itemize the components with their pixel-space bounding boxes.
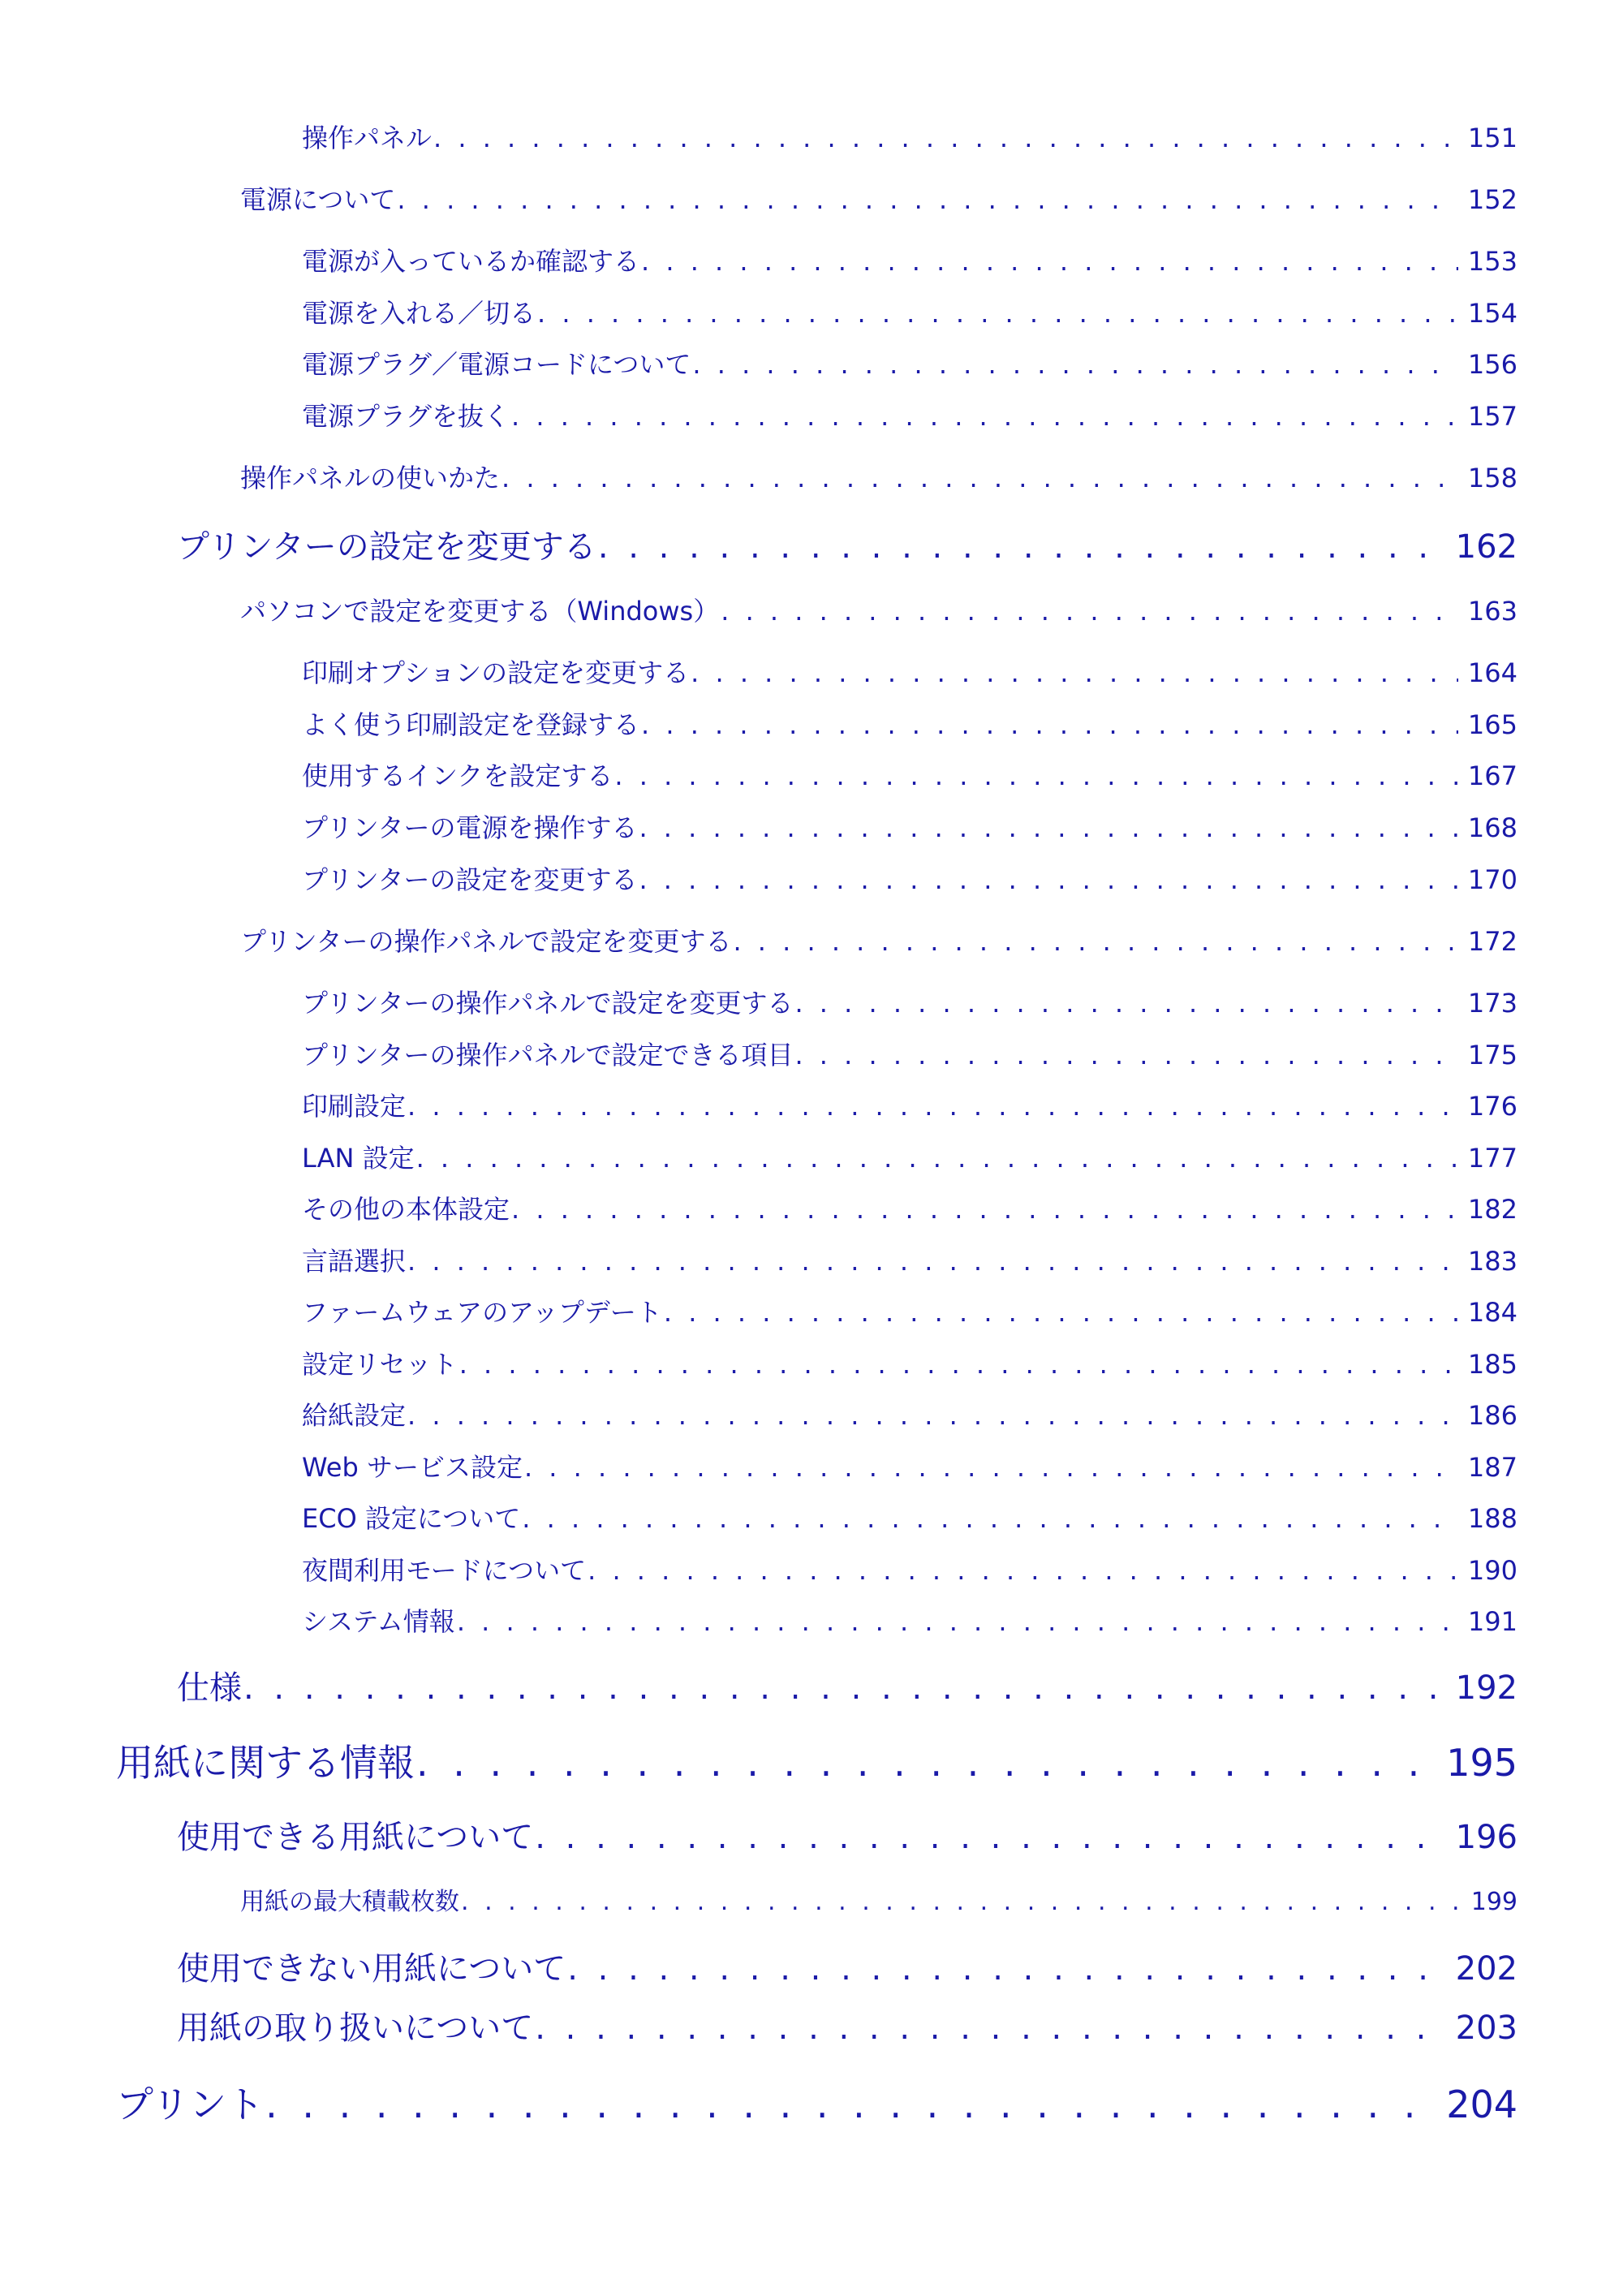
toc-entry-page: 163: [1467, 596, 1518, 627]
toc-entry-page: 170: [1467, 864, 1518, 895]
toc-entry-page: 202: [1455, 1950, 1518, 1988]
toc-entry[interactable]: [302, 808, 1518, 845]
dot-leader: [457, 1606, 1458, 1637]
toc-entry[interactable]: [302, 1395, 1518, 1432]
toc-entry-label: プリンターの設定を変更する: [302, 864, 638, 895]
dot-leader: [794, 988, 1457, 1019]
toc-entry[interactable]: [302, 241, 1518, 278]
dot-leader: [397, 184, 1458, 215]
toc-entry-page: 172: [1467, 926, 1518, 957]
dot-leader: [588, 1555, 1458, 1586]
dot-leader: [598, 528, 1446, 566]
dot-leader: [511, 1194, 1458, 1225]
dot-leader: [535, 1819, 1445, 1856]
toc-entry-label: LAN 設定: [302, 1143, 415, 1174]
toc-entry-label: 用紙に関する情報: [116, 1741, 415, 1785]
toc-entry-page: 173: [1467, 988, 1518, 1019]
toc-entry-page: 167: [1467, 760, 1518, 791]
toc-entry-label: プリンターの操作パネルで設定できる項目: [302, 1040, 794, 1070]
dot-leader: [461, 1888, 1462, 1916]
toc-entry[interactable]: [240, 1881, 1518, 1917]
toc-entry-page: 196: [1455, 1819, 1518, 1856]
toc-entry[interactable]: [302, 344, 1518, 381]
toc-entry[interactable]: [302, 1138, 1518, 1175]
toc-entry[interactable]: [302, 1498, 1518, 1536]
toc-entry[interactable]: [177, 1811, 1518, 1858]
dot-leader: [524, 1452, 1458, 1483]
toc-entry-label: 使用できる用紙について: [177, 1819, 534, 1856]
toc-entry-page: 157: [1467, 401, 1518, 432]
dot-leader: [639, 812, 1457, 843]
dot-leader: [721, 596, 1458, 627]
dot-leader: [639, 864, 1457, 895]
toc-entry-label: 給紙設定: [302, 1400, 407, 1431]
toc-entry-page: 187: [1467, 1452, 1518, 1483]
toc-entry-page: 199: [1470, 1888, 1518, 1916]
toc-entry[interactable]: [302, 396, 1518, 433]
toc-entry-page: 186: [1467, 1400, 1518, 1431]
dot-leader: [243, 1669, 1446, 1707]
toc-entry[interactable]: [302, 1447, 1518, 1484]
toc-entry[interactable]: [240, 921, 1518, 958]
dot-leader: [733, 926, 1457, 957]
dot-leader: [511, 401, 1458, 432]
toc-entry-page: 195: [1446, 1741, 1518, 1785]
toc-entry-label: 電源について: [240, 184, 396, 215]
dot-leader: [433, 123, 1458, 153]
toc-entry[interactable]: [302, 1550, 1518, 1587]
toc-entry-page: 162: [1455, 528, 1518, 566]
toc-entry-label: 操作パネル: [302, 123, 433, 153]
toc-entry-label: 用紙の取り扱いについて: [177, 2010, 534, 2047]
toc-entry-label: プリンターの操作パネルで設定を変更する: [240, 926, 732, 957]
toc-entry[interactable]: [302, 653, 1518, 690]
toc-entry-page: 165: [1467, 709, 1518, 740]
dot-leader: [416, 1143, 1458, 1174]
toc-entry[interactable]: [302, 118, 1518, 155]
toc-entry-label: ファームウェアのアップデート: [302, 1297, 662, 1328]
toc-entry[interactable]: [240, 179, 1518, 217]
dot-leader: [641, 246, 1458, 277]
toc-entry[interactable]: [177, 521, 1518, 567]
toc-entry-page: 185: [1467, 1349, 1518, 1380]
dot-leader: [265, 2083, 1436, 2126]
toc-entry[interactable]: [240, 458, 1518, 495]
toc-entry-label: 電源を入れる／切る: [302, 298, 536, 329]
toc-entry-label: 用紙の最大積載枚数: [240, 1888, 459, 1916]
toc-entry-label: 使用できない用紙について: [177, 1950, 566, 1988]
dot-leader: [535, 2010, 1445, 2047]
toc-entry[interactable]: [177, 1662, 1518, 1708]
toc-entry-page: 168: [1467, 812, 1518, 843]
toc-entry-page: 164: [1467, 657, 1518, 688]
toc-entry-page: 192: [1455, 1669, 1518, 1707]
toc-entry-label: 印刷設定: [302, 1091, 407, 1122]
toc-entry-label: ECO 設定について: [302, 1503, 521, 1534]
toc-entry-label: 印刷オプションの設定を変更する: [302, 657, 690, 688]
toc-entry[interactable]: [302, 1086, 1518, 1123]
dot-leader: [522, 1503, 1458, 1534]
toc-entry-label: 操作パネルの使いかた: [240, 463, 501, 493]
toc-entry-label: 電源が入っているか確認する: [302, 246, 640, 277]
toc-entry-label: 夜間利用モードについて: [302, 1555, 587, 1586]
toc-entry-label: プリンターの操作パネルで設定を変更する: [302, 988, 794, 1019]
dot-leader: [567, 1950, 1445, 1988]
toc-entry-label: システム情報: [302, 1606, 455, 1637]
dot-leader: [502, 463, 1458, 493]
toc-entry-page: 182: [1467, 1194, 1518, 1225]
toc-entry-page: 204: [1446, 2083, 1518, 2126]
dot-leader: [641, 709, 1458, 740]
toc-entry-page: 156: [1467, 349, 1518, 380]
toc-entry-page: 177: [1467, 1143, 1518, 1174]
dot-leader: [794, 1040, 1457, 1070]
toc-entry-page: 191: [1467, 1606, 1518, 1637]
toc-entry-page: 151: [1467, 123, 1518, 153]
toc-entry-page: 183: [1467, 1246, 1518, 1277]
dot-leader: [407, 1246, 1458, 1277]
toc-entry[interactable]: [302, 1344, 1518, 1381]
toc-entry-label: パソコンで設定を変更する（Windows）: [240, 596, 720, 627]
toc-entry-page: 153: [1467, 246, 1518, 277]
toc-entry-page: 184: [1467, 1297, 1518, 1328]
toc-entry[interactable]: [302, 859, 1518, 897]
toc-entry-label: その他の本体設定: [302, 1194, 510, 1225]
toc-entry-label: プリンターの設定を変更する: [177, 528, 596, 566]
toc-entry[interactable]: [116, 1734, 1518, 1787]
toc-entry-label: 設定リセット: [302, 1349, 458, 1380]
toc-entry-page: 203: [1455, 2010, 1518, 2047]
toc-entry-page: 176: [1467, 1091, 1518, 1122]
toc-entry-page: 188: [1467, 1503, 1518, 1534]
toc-entry[interactable]: [302, 293, 1518, 330]
toc-entry[interactable]: [302, 1601, 1518, 1639]
toc-entry-page: 190: [1467, 1555, 1518, 1586]
toc-entry-label: プリンターの電源を操作する: [302, 812, 638, 843]
toc-entry[interactable]: [302, 756, 1518, 793]
toc-entry-label: よく使う印刷設定を登録する: [302, 709, 640, 740]
toc-entry-label: Web サービス設定: [302, 1452, 523, 1483]
dot-leader: [614, 760, 1458, 791]
toc-entry-page: 154: [1467, 298, 1518, 329]
toc-entry[interactable]: [116, 2075, 1518, 2129]
toc-entry-page: 158: [1467, 463, 1518, 493]
dot-leader: [537, 298, 1458, 329]
dot-leader: [416, 1741, 1436, 1785]
toc-entry-label: 使用するインクを設定する: [302, 760, 613, 791]
toc-entry[interactable]: [240, 591, 1518, 628]
toc-entry-label: 仕様: [177, 1669, 242, 1707]
toc-entry[interactable]: [302, 704, 1518, 742]
dot-leader: [692, 349, 1458, 380]
toc-entry[interactable]: [177, 1943, 1518, 1989]
toc-entry-label: 電源プラグを抜く: [302, 401, 510, 432]
dot-leader: [459, 1349, 1458, 1380]
toc-entry[interactable]: [302, 983, 1518, 1020]
toc-entry[interactable]: [302, 1189, 1518, 1226]
toc-entry-page: 175: [1467, 1040, 1518, 1070]
dot-leader: [664, 1297, 1458, 1328]
toc-entry-label: 言語選択: [302, 1246, 407, 1277]
toc-entry[interactable]: [302, 1241, 1518, 1278]
toc-entry-page: 152: [1467, 184, 1518, 215]
toc-entry-label: 電源プラグ／電源コードについて: [302, 349, 691, 380]
toc-entry[interactable]: [302, 1292, 1518, 1329]
dot-leader: [407, 1091, 1458, 1122]
toc-entry[interactable]: [177, 2002, 1518, 2048]
toc-entry-label: プリント: [116, 2083, 265, 2126]
dot-leader: [691, 657, 1458, 688]
toc-entry[interactable]: [302, 1035, 1518, 1072]
dot-leader: [407, 1400, 1458, 1431]
